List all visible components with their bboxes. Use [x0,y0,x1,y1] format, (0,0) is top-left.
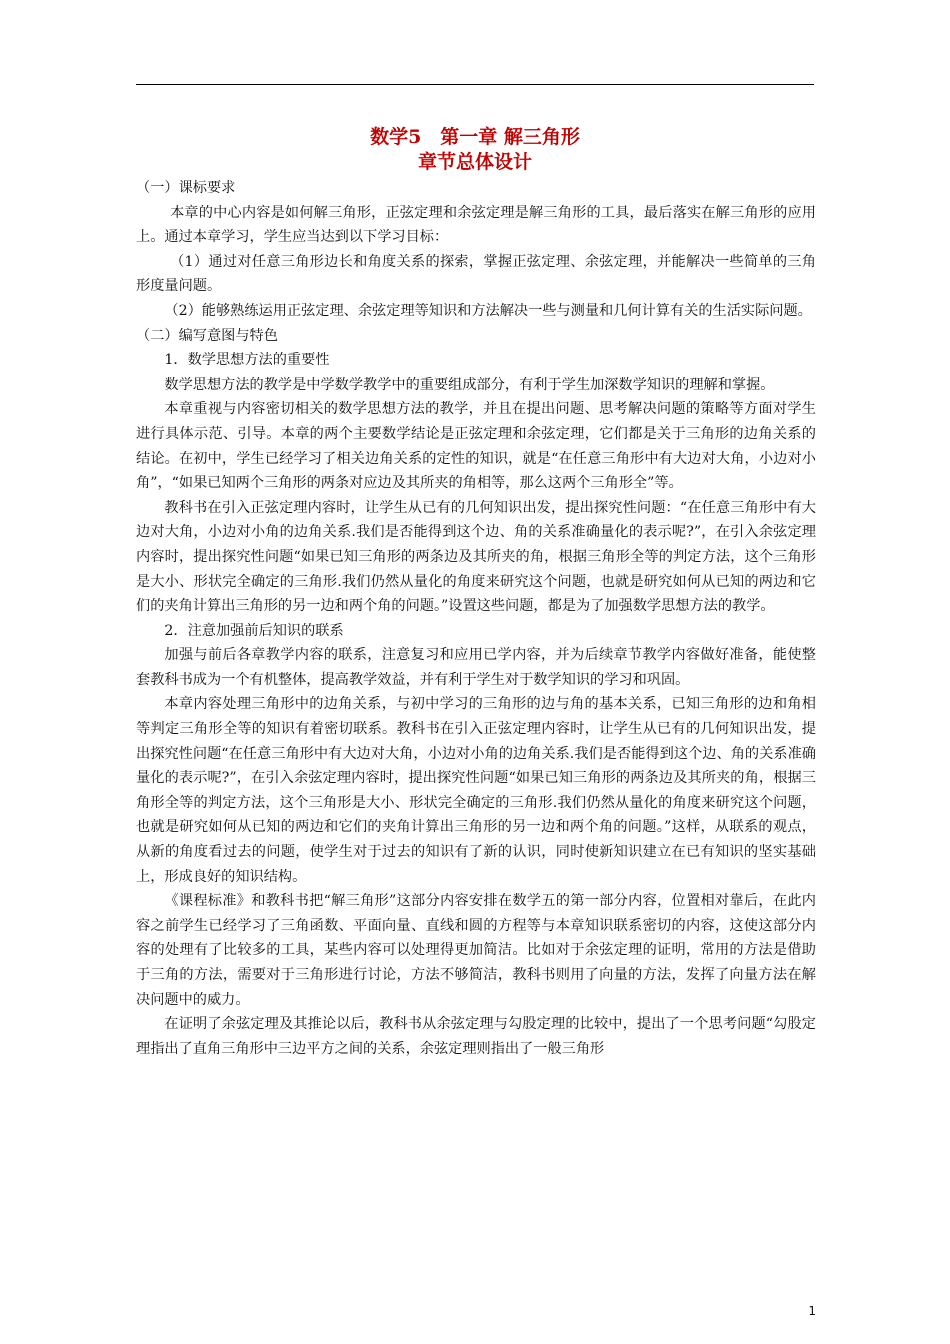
paragraph: 本章内容处理三角形中的边角关系，与初中学习的三角形的边与角的基本关系，已知三角形的边和角相等判定三角形全等的知识有着密切联系。教科书在引入正弦定理内容时，让学生从已有的几何知识出发，提出探究性问题“在任意三角形中有大边对大角，小边对小角的边角关系.我们是否能得到这个边、角的关系准确量化的表示呢?”，在引入余弦定理内容时，提出探究性问题“如果已知三角形的两条边及其所夹的角，根据三角形全等的判定方法，这个三角形是大小、形状完全确定的三角形.我们仍然从量化的角度来研究这个问题，也就是研究如何从已知的两边和它们的夹角计算出三角形的另一边和两个角的问题。”这样，从联系的观点，从新的角度看过去的问题，使学生对于过去的知识有了新的认识，同时使新知识建立在已有知识的坚实基础上，形成良好的知识结构。 [136,696,816,885]
goal-item-1: （1）通过对任意三角形边长和角度关系的探索，掌握正弦定理、余弦定理，并能解决一些简单的三角形度量问题。 [136,253,816,295]
paragraph: 本章重视与内容密切相关的数学思想方法的教学，并且在提出问题、思考解决问题的策略等方面对学生进行具体示范、引导。本章的两个主要数学结论是正弦定理和余弦定理，它们都是关于三角形的边角关系的结论。在初中，学生已经学习了相关边角关系的定性的知识，就是“在任意三角形中有大边对大角，小边对小角”，“如果已知两个三角形的两条对应边及其所夹的角相等，那么这两个三角形全”等。 [136,401,816,492]
document-title: 数学5 第一章 解三角形 [370,126,580,148]
page-number: 1 [808,1304,816,1318]
paragraph: 本章的中心内容是如何解三角形，正弦定理和余弦定理是解三角形的工具，最后落实在解三角形的应用上。通过本章学习，学生应当达到以下学习目标： [136,204,816,246]
goal-item-2: （2）能够熟练运用正弦定理、余弦定理等知识和方法解决一些与测量和几何计算有关的生活实际问题。 [164,302,812,319]
document-subtitle: 章节总体设计 [417,151,532,173]
section-heading-1: （一）课标要求 [136,180,236,196]
paragraph: 《课程标准》和教科书把“解三角形”这部分内容安排在数学五的第一部分内容，位置相对靠后，在此内容之前学生已经学习了三角函数、平面向量、直线和圆的方程等与本章知识联系密切的内容，这使这部分内容的处理有了比较多的工具，某些内容可以处理得更加简洁。比如对于余弦定理的证明，常用的方法是借助于三角的方法，需要对于三角形进行讨论，方法不够简洁，教科书则用了向量的方法，发挥了向量方法在解决问题中的威力。 [136,893,816,1008]
paragraph: 加强与前后各章教学内容的联系，注意复习和应用已学内容，并为后续章节教学内容做好准备，能使整套教科书成为一个有机整体，提高教学效益，并有利于学生对于数学知识的学习和巩固。 [136,647,816,688]
header-rule [136,84,814,85]
paragraph: 数学思想方法的教学是中学数学教学中的重要组成部分，有利于学生加深数学知识的理解和掌握。 [164,376,775,393]
document-body [136,176,816,1061]
section-heading-2: （二）编写意图与特色 [136,327,278,344]
subsection-heading-2: 2．注意加强前后知识的联系 [164,622,344,639]
paragraph: 教科书在引入正弦定理内容时，让学生从已有的几何知识出发，提出探究性问题：“在任意三角形中有大边对大角，小边对小角的边角关系.我们是否能得到这个边、角的关系准确量化的表示呢?”，在引入余弦定理内容时，提出探究性问题“如果已知三角形的两条边及其所夹的角，根据三角形全等的判定方法，这个三角形是大小、形状完全确定的三角形.我们仍然从量化的角度来研究这个问题，也就是研究如何从已知的两边和它们的夹角计算出三角形的另一边和两个角的问题。”设置这些问题，都是为了加强数学思想方法的教学。 [136,499,816,615]
paragraph: 在证明了余弦定理及其推论以后，教科书从余弦定理与勾股定理的比较中，提出了一个思考问题“勾股定理指出了直角三角形中三边平方之间的关系，余弦定理则指出了一般三角形 [136,1016,816,1057]
subsection-heading-1: 1．数学思想方法的重要性 [164,352,330,369]
